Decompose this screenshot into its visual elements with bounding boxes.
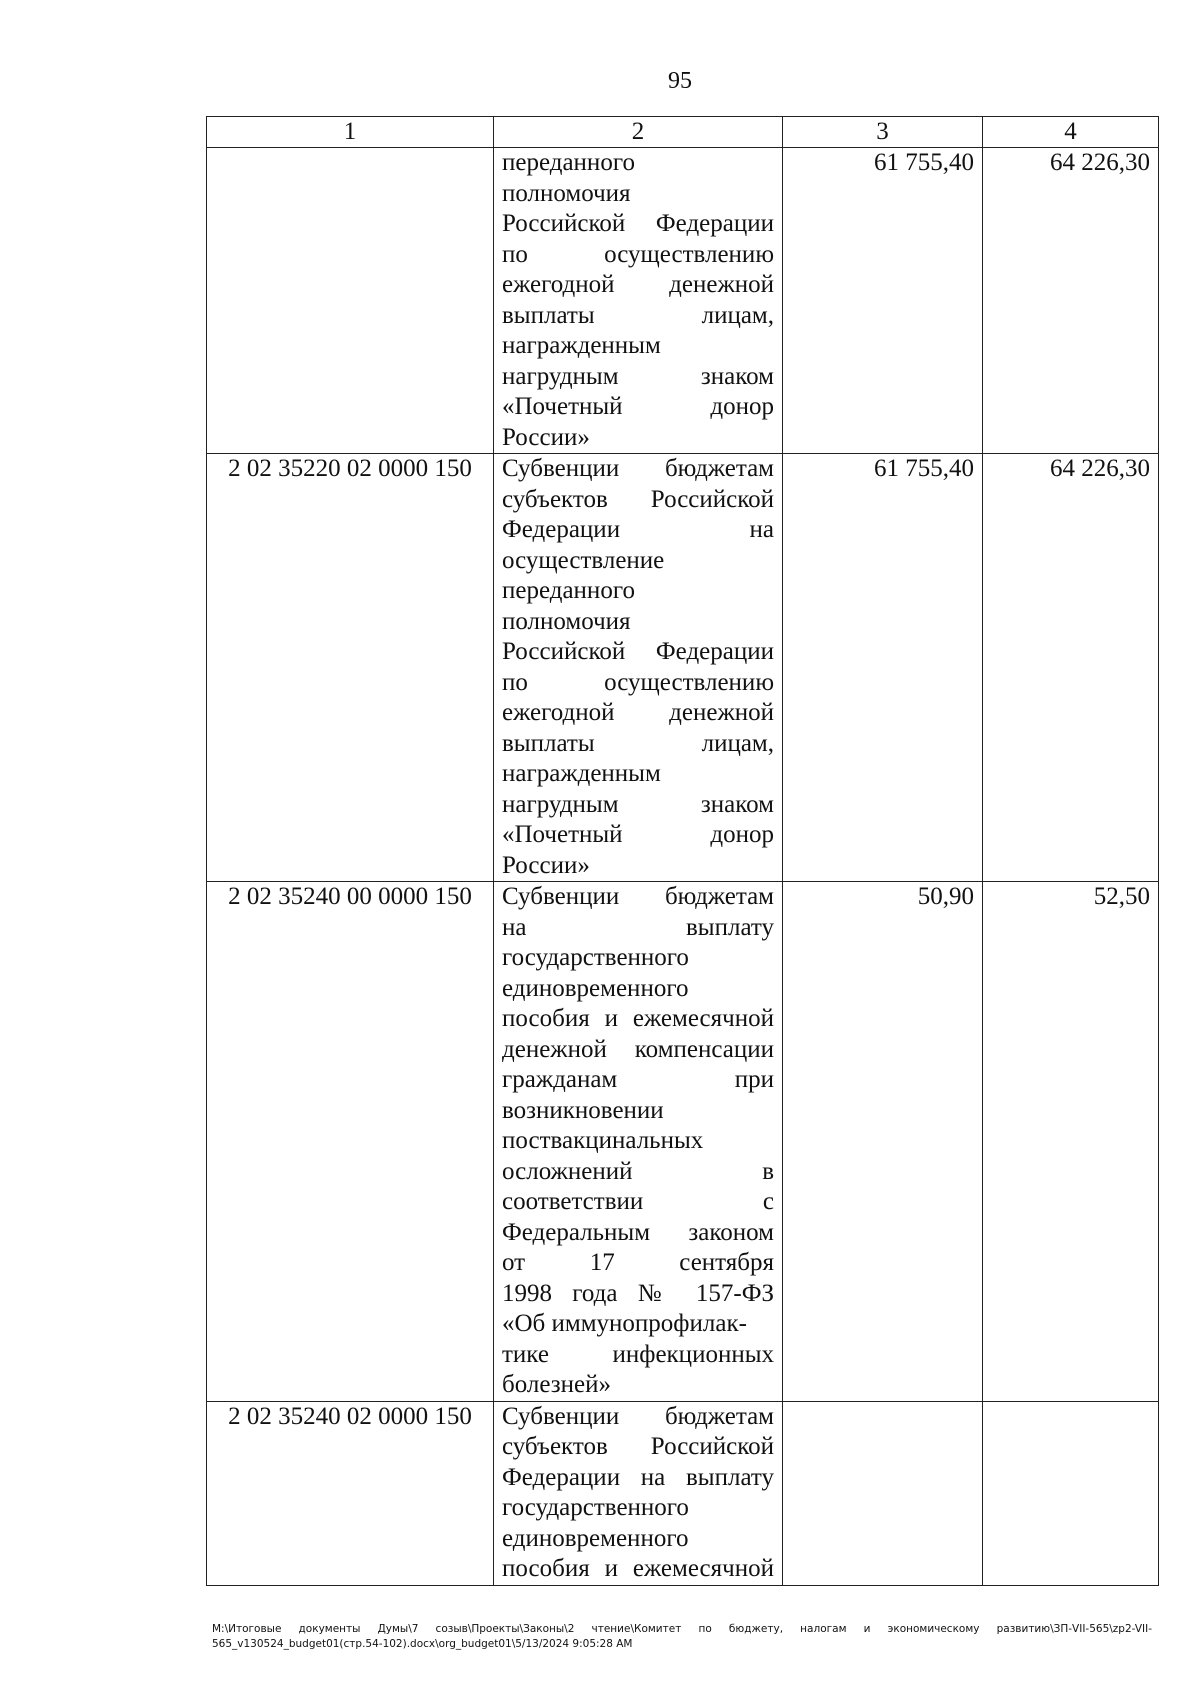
table-body <box>207 148 1159 1586</box>
description-line: от 17 сентября <box>502 1249 774 1276</box>
amount-col3-cell <box>783 1401 983 1585</box>
column-header: 2 <box>494 117 783 148</box>
description-cell <box>494 882 783 1402</box>
description-line: переданного <box>502 149 635 176</box>
description-line: Субвенции бюджетам <box>502 883 774 910</box>
description-line: «Почетный донор <box>502 393 774 420</box>
description-line: Федерации на <box>502 516 774 543</box>
description-line: соответствии с <box>502 1188 774 1215</box>
description-line: денежной компенсации <box>502 1035 774 1063</box>
table-row <box>207 454 1159 882</box>
description-line: награжденным <box>502 332 661 359</box>
column-header: 4 <box>983 117 1159 148</box>
description-line: Российской Федерации <box>502 210 774 237</box>
description-line: Российской Федерации <box>502 638 774 665</box>
table-header-row <box>207 117 1159 148</box>
table-row <box>207 1401 1159 1585</box>
description-cell <box>494 148 783 454</box>
budget-code-cell: 2 02 35240 00 0000 150 <box>207 882 494 1402</box>
column-header: 3 <box>783 117 983 148</box>
description-line: «Об иммунопрофилак- <box>502 1310 747 1337</box>
description-line: возникновении <box>502 1096 664 1124</box>
description-line: тике инфекционных <box>502 1340 774 1368</box>
description-line: России» <box>502 851 590 879</box>
amount-col4-cell: 64 226,30 <box>983 454 1159 882</box>
file-path-footer: M:\Итоговые документы Думы\7 созыв\Проекты\Законы\2 чтение\Комитет по бюджету, налогам и экономическому развитию\ЗП-VII-565\zp2-VII-565_v130524_budget01(стр.54-102).docx\org_budget01\5/13/2024 9:05:28 AM <box>212 1623 1152 1650</box>
description-line: выплаты лицам, <box>502 729 774 757</box>
description-line: по осуществлению <box>502 668 774 696</box>
description-line: пособия и ежемесячной <box>502 1005 774 1032</box>
description-line: полномочия <box>502 179 631 207</box>
table-row <box>207 882 1159 1402</box>
description-line: по осуществлению <box>502 240 774 268</box>
description-line: на выплату <box>502 913 774 941</box>
description-line: единовременного <box>502 974 689 1002</box>
description-line: 1998 года № 157-ФЗ <box>502 1279 774 1307</box>
description-cell <box>494 454 783 882</box>
amount-col3-cell: 61 755,40 <box>783 454 983 882</box>
description-line: государственного <box>502 944 689 971</box>
budget-table <box>206 116 1159 1586</box>
budget-code-cell <box>207 148 494 454</box>
amount-col4-cell <box>983 1401 1159 1585</box>
amount-col4-cell: 64 226,30 <box>983 148 1159 454</box>
page-number: 95 <box>668 68 692 94</box>
description-line: награжденным <box>502 760 661 787</box>
description-line: переданного <box>502 577 635 604</box>
description-line: «Почетный донор <box>502 821 774 848</box>
description-line: пособия и ежемесячной <box>502 1555 774 1582</box>
description-line: ежегодной денежной <box>502 699 774 726</box>
description-line: России» <box>502 423 590 451</box>
description-line: гражданам при <box>502 1066 774 1093</box>
description-line: полномочия <box>502 607 631 635</box>
budget-code-cell: 2 02 35240 02 0000 150 <box>207 1401 494 1585</box>
description-line: единовременного <box>502 1524 689 1552</box>
description-line: ежегодной денежной <box>502 271 774 298</box>
amount-col3-cell: 61 755,40 <box>783 148 983 454</box>
description-line: субъектов Российской <box>502 1433 774 1460</box>
description-line: Субвенции бюджетам <box>502 1402 774 1430</box>
description-line: нагрудным знаком <box>502 362 774 390</box>
description-line: Федеральным законом <box>502 1218 774 1246</box>
description-line: осуществление <box>502 546 665 574</box>
budget-code-cell: 2 02 35220 02 0000 150 <box>207 454 494 882</box>
description-line: осложнений в <box>502 1157 774 1185</box>
description-line: болезней» <box>502 1371 611 1398</box>
amount-col3-cell: 50,90 <box>783 882 983 1402</box>
description-line: субъектов Российской <box>502 485 774 513</box>
description-line: выплаты лицам, <box>502 301 774 329</box>
description-line: Субвенции бюджетам <box>502 455 774 482</box>
description-cell <box>494 1401 783 1585</box>
description-line: нагрудным знаком <box>502 790 774 818</box>
amount-col4-cell: 52,50 <box>983 882 1159 1402</box>
description-line: Федерации на выплату <box>502 1463 774 1491</box>
table-row <box>207 148 1159 454</box>
description-line: государственного <box>502 1494 689 1521</box>
column-header: 1 <box>207 117 494 148</box>
description-line: поствакцинальных <box>502 1127 704 1154</box>
